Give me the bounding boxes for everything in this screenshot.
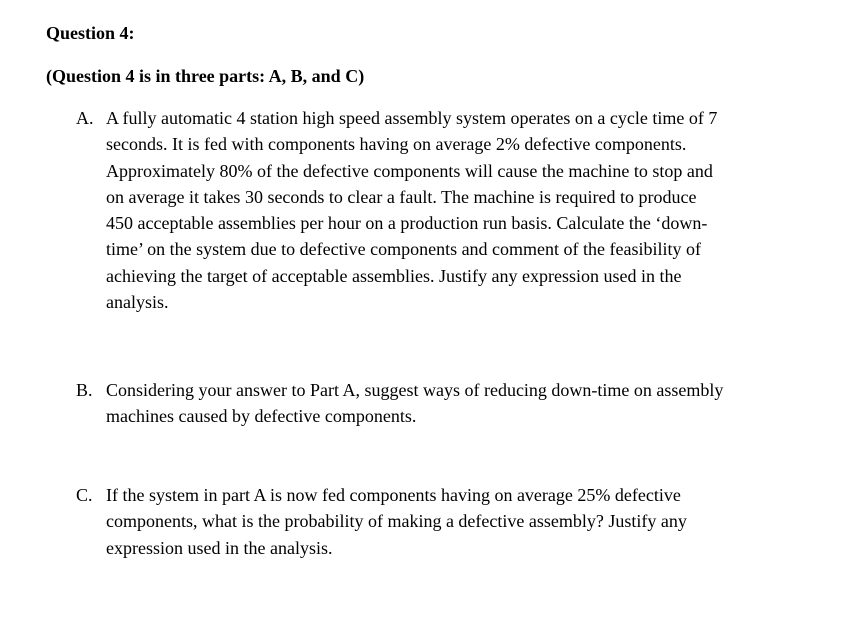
text-line: achieving the target of acceptable assemblies. Justify any expression used in the	[106, 265, 682, 286]
part-c	[76, 482, 806, 561]
text-line: machines caused by defective components.	[106, 406, 417, 427]
text-line: Approximately 80% of the defective components will cause the machine to stop and	[106, 160, 713, 181]
part-b-marker: B.	[76, 380, 93, 400]
text-line: A fully automatic 4 station high speed assembly system operates on a cycle time of 7	[106, 108, 718, 128]
text-line: components, what is the probability of making a defective assembly? Justify any	[106, 511, 687, 532]
text-line: analysis.	[106, 292, 169, 313]
text-line: expression used in the analysis.	[106, 537, 333, 558]
part-c-text	[106, 482, 806, 561]
part-a	[76, 105, 806, 315]
part-c-marker: C.	[76, 485, 93, 505]
question-subtitle: (Question 4 is in three parts: A, B, and C)	[46, 66, 365, 86]
text-line: Considering your answer to Part A, suggest ways of reducing down-time on assembly	[106, 380, 724, 400]
part-b	[76, 377, 806, 430]
part-a-marker: A.	[76, 108, 94, 128]
text-line: on average it takes 30 seconds to clear a fault. The machine is required to produce	[106, 186, 697, 207]
text-line: time’ on the system due to defective components and comment of the feasibility of	[106, 239, 702, 260]
part-a-text	[106, 105, 806, 315]
text-line: 450 acceptable assemblies per hour on a production run basis. Calculate the ‘down-	[106, 213, 708, 234]
part-b-text	[106, 377, 806, 430]
text-line: If the system in part A is now fed components having on average 25% defective	[106, 485, 681, 505]
text-line: seconds. It is fed with components having on average 2% defective components.	[106, 134, 687, 155]
question-title: Question 4:	[46, 23, 135, 43]
